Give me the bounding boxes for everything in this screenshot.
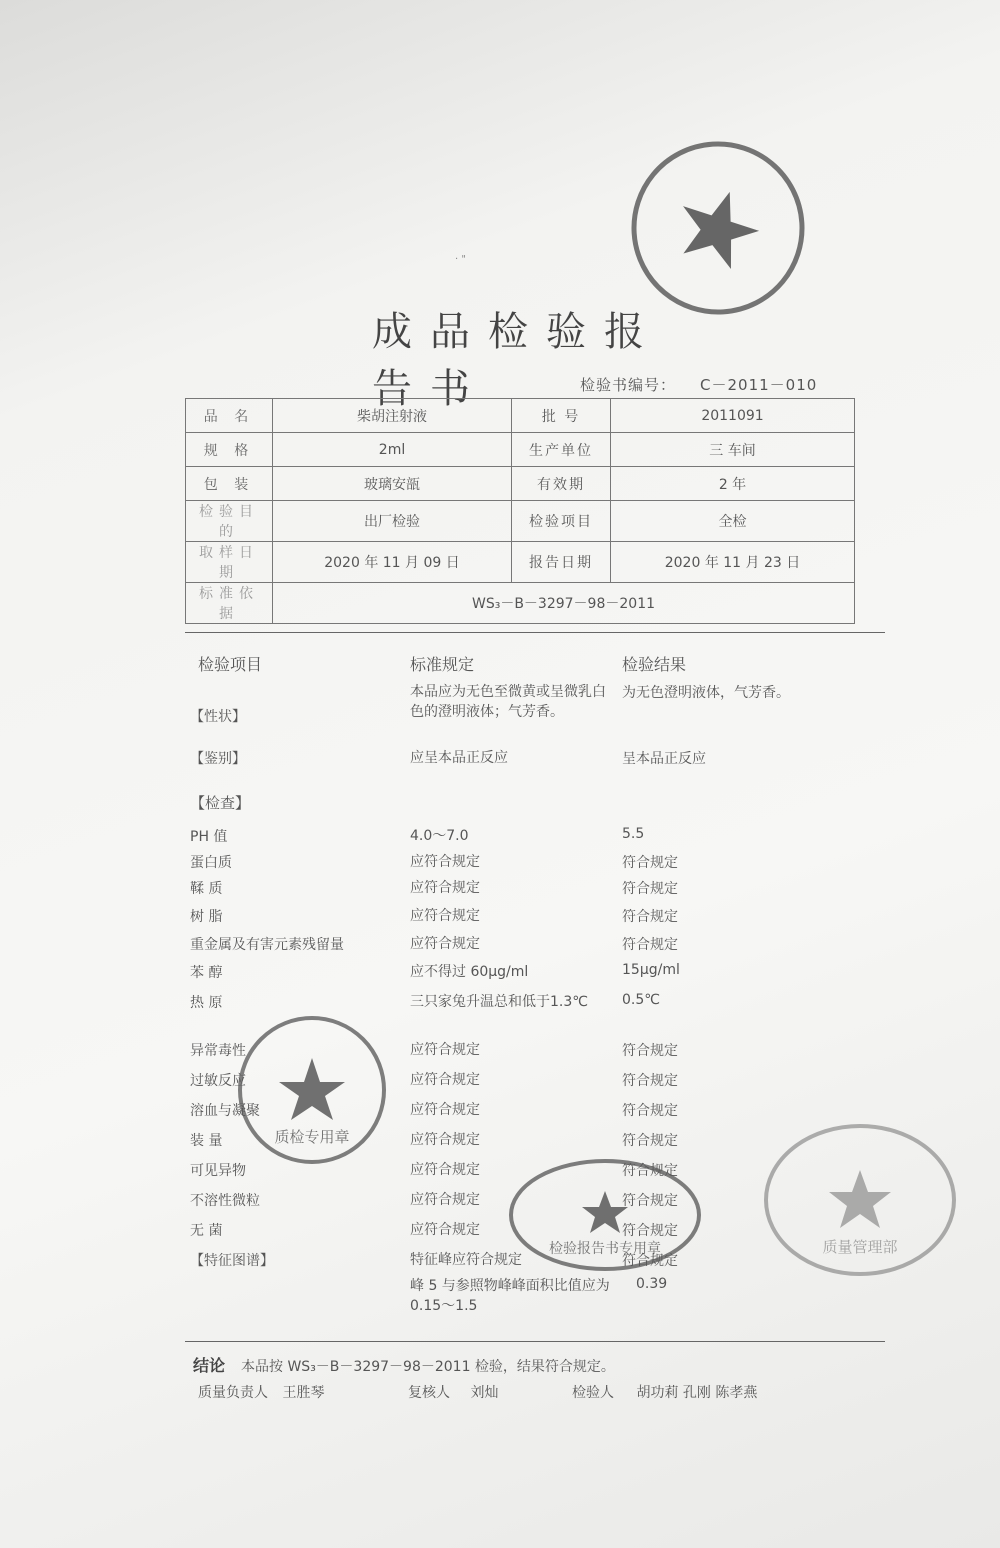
reviewer-name: 刘灿: [470, 1385, 499, 1401]
result-value: 符合规定: [622, 1133, 678, 1149]
result-standard: 应不得过 60μg/ml: [410, 964, 529, 980]
result-standard: 应符合规定: [410, 908, 480, 924]
result-value: 为无色澄明液体，气芳香。: [622, 685, 790, 701]
result-value: 15μg/ml: [622, 962, 680, 978]
result-value: 符合规定: [622, 1043, 678, 1059]
result-standard: 应符合规定: [410, 1162, 480, 1178]
inspector-label: 检验人: [572, 1385, 614, 1401]
producer-label: 生产单位: [512, 433, 611, 467]
purpose-value: 出厂检验: [273, 501, 512, 542]
result-standard: 应符合规定: [410, 854, 480, 870]
result-standard: 4.0～7.0: [410, 828, 469, 844]
result-item: PH 值: [190, 829, 228, 845]
result-standard: 峰 5 与参照物峰峰面积比值应为 0.15～1.5: [410, 1278, 610, 1314]
product-info-table: [185, 398, 855, 624]
result-value: 0.5℃: [622, 992, 660, 1008]
sample-date-label: 取样日期: [186, 542, 273, 583]
items-label: 检验项目: [512, 501, 611, 542]
qa-label: 质量负责人: [198, 1385, 268, 1401]
result-item: 无 菌: [190, 1223, 223, 1239]
result-value: 符合规定: [622, 881, 678, 897]
results-header-standard: 标准规定: [410, 655, 475, 674]
basis-value: WS₃－B－3297－98－2011: [273, 583, 855, 624]
report-number-label: 检验书编号：: [580, 376, 677, 394]
result-standard: 应符合规定: [410, 1132, 480, 1148]
inspector-names: 胡功莉 孔刚 陈孝燕: [636, 1385, 758, 1401]
result-value: 符合规定: [622, 1253, 678, 1269]
result-item: 装 量: [190, 1133, 223, 1149]
result-item: 过敏反应: [190, 1073, 246, 1089]
result-standard: 应符合规定: [410, 1222, 480, 1238]
result-item: 【检查】: [190, 794, 251, 812]
result-standard: 应符合规定: [410, 1102, 480, 1118]
result-value: 符合规定: [622, 937, 678, 953]
result-standard: 应呈本品正反应: [410, 750, 508, 766]
results-header-item: 检验项目: [198, 655, 263, 674]
product-name: 柴胡注射液: [273, 399, 512, 433]
result-standard: 特征峰应符合规定: [410, 1252, 522, 1268]
report-title: 成品检验报告书: [372, 309, 662, 412]
result-value: 符合规定: [622, 1103, 678, 1119]
result-item: 不溶性微粒: [190, 1193, 260, 1209]
result-item: 重金属及有害元素残留量: [190, 937, 344, 953]
result-standard: 应符合规定: [410, 1192, 480, 1208]
report-date-value: 2020 年 11 月 23 日: [611, 542, 855, 583]
conclusion: [193, 1353, 615, 1376]
result-item: 可见异物: [190, 1163, 246, 1179]
result-item: 苯 醇: [190, 965, 223, 981]
qa-name: 王胜琴: [282, 1385, 325, 1401]
result-standard: 三只家兔升温总和低于1.3℃: [410, 994, 588, 1010]
conclusion-text: 本品按 WS₃－B－3297－98－2011 检验，结果符合规定。: [241, 1359, 615, 1375]
result-value: 符合规定: [622, 909, 678, 925]
validity-label: 有效期: [512, 467, 611, 501]
quality-dept-seal-text: 质量管理部: [822, 1238, 898, 1256]
result-value: 符合规定: [622, 1193, 678, 1209]
company-seal-top: [628, 138, 808, 318]
result-value: 符合规定: [622, 855, 678, 871]
reviewer-signature: [408, 1382, 498, 1402]
result-item: 溶血与凝聚: [190, 1103, 260, 1119]
result-item: 热 原: [190, 995, 223, 1011]
conclusion-divider: [185, 1341, 885, 1342]
report-number-value: C－2011－010: [700, 376, 818, 394]
quality-dept-seal: [760, 1120, 960, 1280]
report-seal-text: 检验报告书专用章: [549, 1241, 661, 1257]
result-item: 树 脂: [190, 909, 223, 925]
result-standard: 应符合规定: [410, 936, 480, 952]
result-standard: 应符合规定: [410, 1072, 480, 1088]
result-standard: 应符合规定: [410, 1042, 480, 1058]
qc-seal: [232, 1010, 392, 1170]
section-divider: [185, 632, 885, 633]
result-item: 【鉴别】: [190, 751, 246, 767]
package-value: 玻璃安瓿: [273, 467, 512, 501]
result-standard: 本品应为无色至微黄或呈微乳白色的澄明液体；气芳香。: [410, 684, 606, 720]
spec-label: 规 格: [186, 433, 273, 467]
result-item: 蛋白质: [190, 855, 232, 871]
result-item: 【特征图谱】: [190, 1253, 274, 1269]
producer-value: 三 车间: [611, 433, 855, 467]
result-value: 5.5: [622, 826, 645, 842]
batch-label: 批 号: [512, 399, 611, 433]
scan-mark: · ": [455, 254, 466, 265]
results-header-result: 检验结果: [622, 655, 687, 674]
qc-seal-text: 质检专用章: [274, 1128, 350, 1146]
spec-value: 2ml: [273, 433, 512, 467]
report-seal: [505, 1155, 705, 1275]
reviewer-label: 复核人: [408, 1385, 450, 1401]
report-number: [580, 374, 817, 395]
product-name-label: 品 名: [186, 399, 273, 433]
result-value: 符合规定: [622, 1223, 678, 1239]
items-value: 全检: [611, 501, 855, 542]
result-value: 呈本品正反应: [622, 751, 706, 767]
report-date-label: 报告日期: [512, 542, 611, 583]
sample-date-value: 2020 年 11 月 09 日: [273, 542, 512, 583]
result-value: 符合规定: [622, 1073, 678, 1089]
result-value: 0.39: [636, 1276, 668, 1292]
result-item: 【性状】: [190, 709, 246, 725]
result-value: 符合规定: [622, 1163, 678, 1179]
conclusion-label: 结论: [193, 1356, 226, 1375]
purpose-label: 检验目的: [186, 501, 273, 542]
result-item: 异常毒性: [190, 1043, 246, 1059]
basis-label: 标准依据: [186, 583, 273, 624]
package-label: 包 装: [186, 467, 273, 501]
result-item: 鞣 质: [190, 881, 223, 897]
qa-signature: [198, 1382, 324, 1402]
validity-value: 2 年: [611, 467, 855, 501]
inspector-signature: [572, 1382, 757, 1402]
result-standard: 应符合规定: [410, 880, 480, 896]
batch-number: 2011091: [611, 399, 855, 433]
